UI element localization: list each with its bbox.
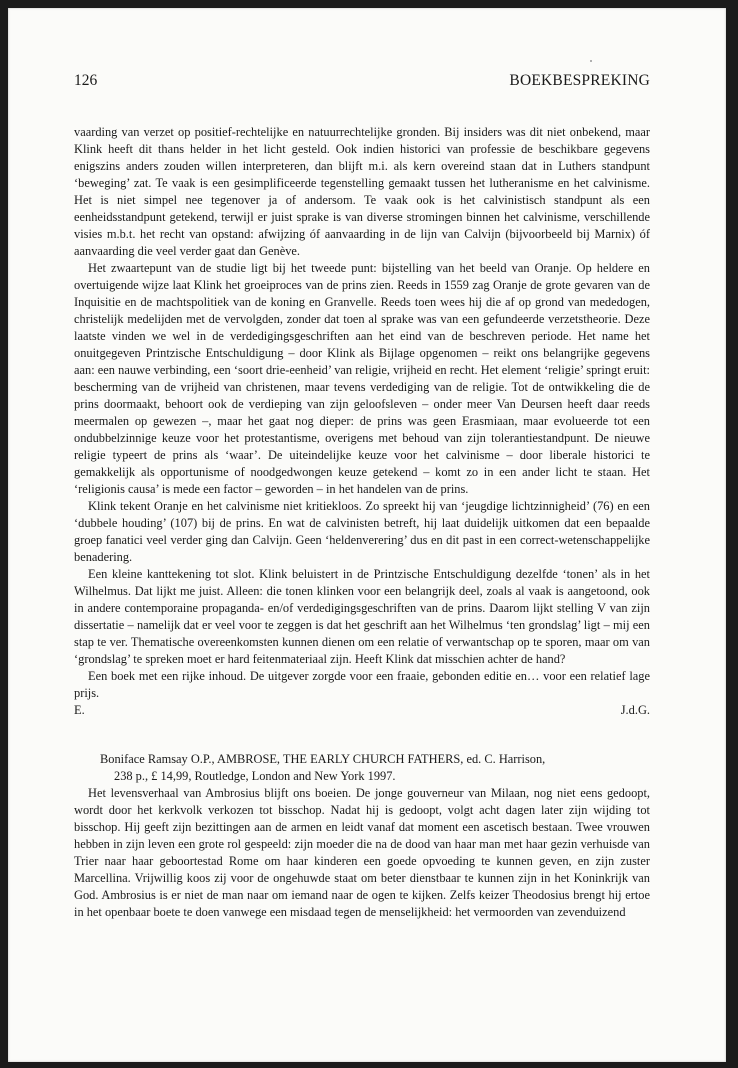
review1-paragraph-2: Het zwaartepunt van de studie ligt bij het tweede punt: bijstelling van het beeld van Oranje. Op heldere en overtuigende wijze laat Klink het groeiproces van de prins zien. Reeds in 1559 zag Oranje de grote gevaren van de Inquisitie en de machtspolitiek van de koning en Granvelle. Reeds toen wees hij die af op grond van mededogen, christelijk medelijden met de vervolgden, zonder dat toen al sprake was van een gefundeerde verzetstheorie. Deze laatste vinden we wel in de verdedigingsgeschriften aan het eind van de beschreven periode. Het name het onuitgegeven Printzische Entschuldigung – door Klink als Bijlage opgenomen – reikt ons belangrijke gegevens aan: een nauwe verbinding, een ‘soort drie-eenheid’ van religie, vrijheid en recht. Het element ‘religie’ springt eruit: bescherming van de vrijheid van christenen, maar tevens verdediging van de religie. Tot de ontwikkeling die de prins doormaakt, behoort ook de verdieping van zijn geloofsleven – onder meer Van Deursen heeft daar reeds meermalen op gewezen –, maar het gaat nog dieper: de prins was geen Erasmiaan, maar evolueerde tot een ondubbelzinnige keuze voor het protestantisme, overigens met behoud van zijn tolerantiestandpunt. De nieuwe religie typeert de prins als ‘waar’. De uiteindelijke keuze voor het calvinisme – door liberale historici te gemakkelijk als opportunisme of noodgedwongen keuze getekend – komt zo in een ander licht te staan. Het ‘religionis causa’ is mede een factor – geworden – in het handelen van de prins.	[74, 261, 650, 496]
page-number: 126	[74, 72, 98, 89]
review1-paragraph-1: vaarding van verzet op positief-rechtelijke en natuurrechtelijke gronden. Bij insiders was dit niet onbekend, maar Klink heeft dit thans helder in het licht gesteld. Ook indien historici van professie de beschikbare gegevens enigszins anders zouden willen interpreteren, dan blijft m.i. als kern overeind staan dat in Luthers standpunt ‘beweging’ zat. Te vaak is een gesimplificeerde tegenstelling gemaakt tussen het lutheranisme en het calvinisme. Het is niet simpel nee tegenover ja of andersom. Te vaak ook is het calvinistisch standpunt als een eenheidsstandpunt getekend, terwijl er juist sprake is van diverse stromingen binnen het calvinisme, verschillende visies m.b.t. het recht van opstand: afwijzing óf aanvaarding in de lijn van Calvijn (bijvoorbeeld bij Marnix) óf aanvaarding die veel verder gaat dan Genève.	[74, 125, 650, 258]
review1-paragraph-5: Een boek met een rijke inhoud. De uitgever zorgde voor een fraaie, gebonden editie en… voor een relatief lage prijs.	[74, 669, 650, 700]
signature-left: E.	[74, 703, 85, 717]
citation-line-2: 238 p., £ 14,99, Routledge, London and New York 1997.	[114, 769, 396, 783]
review1-paragraph-4: Een kleine kanttekening tot slot. Klink beluistert in de Printzische Entschuldigung dezelfde ‘tonen’ als in het Wilhelmus. Dat lijkt me juist. Alleen: die tonen klinken voor een belangrijk deel, zoals al vaak is aangetoond, ook in andere contemporaine propaganda- en/of verdedigingsgeschriften van de prins. Daarom lijkt stelling V van zijn dissertatie – namelijk dat er veel voor te zeggen is dat het geschrift aan het Wilhelmus ‘ten grondslag’ ligt – mij een stap te ver. Thematische overeenkomsten kunnen dienen om een relatie of verwantschap op te sporen, maar om van ‘grondslag’ te spreken moet er hard feitenmateriaal zijn. Heeft Klink dat misschien achter de hand?	[74, 567, 650, 666]
review1-paragraph-3: Klink tekent Oranje en het calvinisme niet kritiekloos. Zo spreekt hij van ‘jeugdige lichtzinnigheid’ (76) en een ‘dubbele houding’ (107) bij de prins. En wat de calvinisten betreft, hij laat duidelijk uitkomen dat een bepaalde groep fanatici veel verder ging dan Calvijn. Geen ‘heldenverering’ dus en dit past in een correct-wetenschappelijke benadering.	[74, 499, 650, 564]
section-title: BOEKBESPREKING	[509, 72, 650, 89]
citation-line-1: Boniface Ramsay O.P., AMBROSE, THE EARLY CHURCH FATHERS, ed. C. Harrison,	[100, 752, 546, 766]
review-body	[74, 124, 650, 921]
scanned-page	[8, 8, 726, 1062]
section-gap	[74, 719, 650, 751]
scan-speck	[590, 60, 592, 62]
page-content	[74, 72, 650, 921]
signature-right: J.d.G.	[620, 703, 650, 717]
running-header	[74, 72, 650, 96]
review2-citation	[74, 751, 650, 785]
review2-paragraph: Het levensverhaal van Ambrosius blijft ons boeien. De jonge gouverneur van Milaan, nog niet eens gedoopt, wordt door het kerkvolk verkozen tot bisschop. Nadat hij is gedoopt, volgt acht dagen later zijn wijding tot bisschop. Hij geeft zijn bezittingen aan de armen en leidt vanaf dat moment een ascetisch bestaan. Twee vrouwen hebben in zijn leven een grote rol gespeeld: zijn moeder die na de dood van haar man met haar gezin verhuisde van Trier naar haar geboortestad Rome om haar kinderen een goede opvoeding te kunnen geven, en zijn zuster Marcellina. Vrijwillig koos zij voor de ongehuwde staat om beter dienstbaar te kunnen zijn in het Koninkrijk van God. Ambrosius is er niet de man naar om iemand naar de ogen te kijken. Zelfs keizer Theodosius brengt hij ertoe in het openbaar boete te doen vanwege een misdaad tegen de menselijkheid: het vermoorden van zevenduizend	[74, 786, 650, 919]
review1-signature	[74, 702, 650, 719]
